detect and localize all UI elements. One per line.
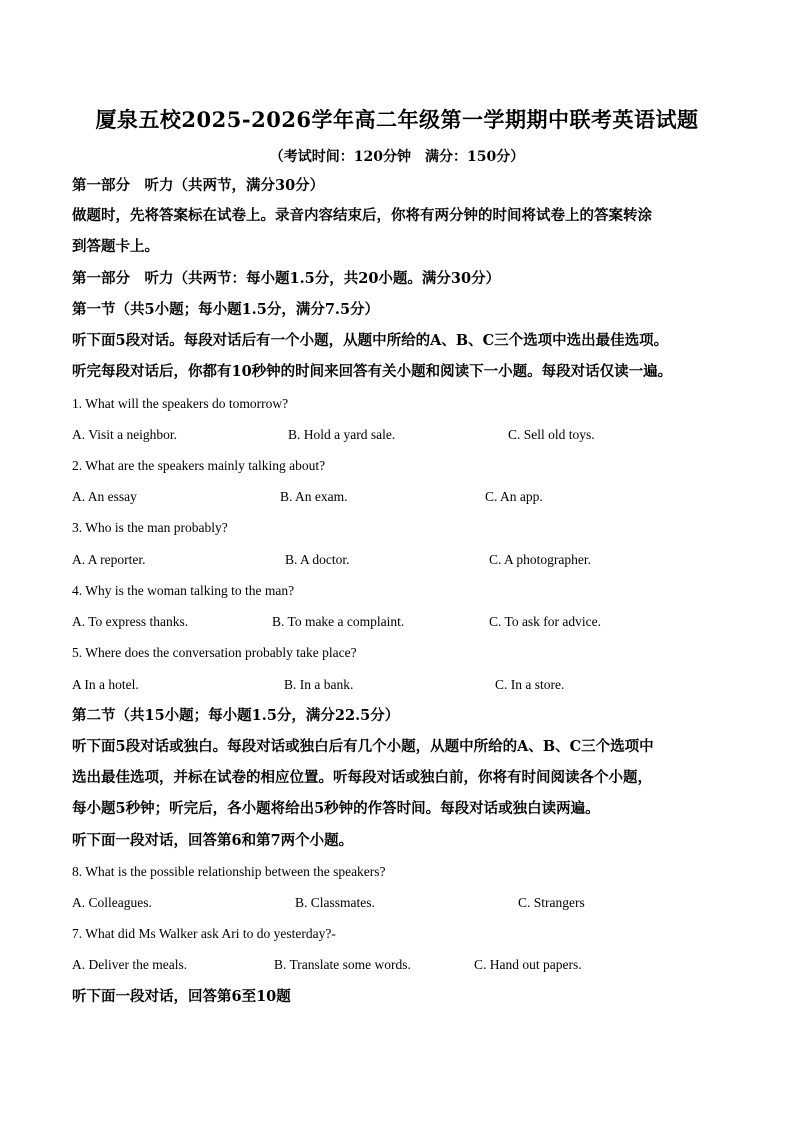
group1-heading: 听下面一段对话，回答第6和第7两个小题。 bbox=[72, 832, 354, 849]
option-c: C. In a store. bbox=[495, 677, 565, 692]
part1-heading2: 第一部分 听力（共两节：每小题1.5分，共20小题。满分30分） bbox=[72, 270, 501, 287]
question-stem: 3. Who is the man probably? bbox=[72, 520, 228, 535]
option-b: B. A doctor. bbox=[285, 552, 350, 567]
part1-instruction-line1: 做题时，先将答案标在试卷上。录音内容结束后，你将有两分钟的时间将试卷上的答案转涂 bbox=[72, 207, 652, 224]
option-c: C. A photographer. bbox=[489, 552, 591, 567]
option-c: C. An app. bbox=[485, 489, 543, 504]
option-c: C. Strangers bbox=[518, 895, 585, 910]
question-stem: 8. What is the possible relationship between the speakers? bbox=[72, 864, 386, 879]
part1-heading: 第一部分 听力（共两节，满分30分） bbox=[72, 177, 325, 194]
option-a: A. An essay bbox=[72, 489, 137, 504]
section2-instruction-line1: 听下面5段对话或独白。每段对话或独白后有几个小题，从题中所给的A、B、C三个选项中 bbox=[72, 738, 654, 755]
question-stem: 2. What are the speakers mainly talking about? bbox=[72, 458, 326, 473]
option-b: B. Classmates. bbox=[295, 895, 375, 910]
option-c: C. To ask for advice. bbox=[489, 614, 602, 629]
section2-heading: 第二节（共15小题；每小题1.5分，满分22.5分） bbox=[72, 707, 400, 724]
option-b: B. In a bank. bbox=[284, 677, 354, 692]
section2-instruction-line2: 选出最佳选项，并标在试卷的相应位置。听每段对话或独白前，你将有时间阅读各个小题， bbox=[72, 769, 652, 786]
section1-heading: 第一节（共5小题；每小题1.5分，满分7.5分） bbox=[72, 301, 380, 318]
section1-instruction-line1: 听下面5段对话。每段对话后有一个小题，从题中所给的A、B、C三个选项中选出最佳选项。 bbox=[72, 332, 669, 349]
option-c: C. Sell old toys. bbox=[508, 427, 595, 442]
section1-instruction-line2: 听完每段对话后，你都有10秒钟的时间来回答有关小题和阅读下一小题。每段对话仅读一遍。 bbox=[72, 363, 673, 380]
question-stem: 4. Why is the woman talking to the man? bbox=[72, 583, 295, 598]
exam-subtitle: （考试时间：120分钟 满分：150分） bbox=[269, 149, 525, 165]
option-b: B. Translate some words. bbox=[274, 957, 411, 972]
option-a: A In a hotel. bbox=[72, 677, 139, 692]
option-b: B. An exam. bbox=[280, 489, 348, 504]
question-stem: 7. What did Ms Walker ask Ari to do yesterday?- bbox=[72, 926, 336, 941]
question-stem: 5. Where does the conversation probably take place? bbox=[72, 645, 357, 660]
group2-heading: 听下面一段对话，回答第6至10题 bbox=[72, 988, 291, 1005]
option-a: A. A reporter. bbox=[72, 552, 146, 567]
section2-instruction-line3: 每小题5秒钟；听完后，各小题将给出5秒钟的作答时间。每段对话或独白读两遍。 bbox=[72, 800, 600, 817]
option-a: A. To express thanks. bbox=[72, 614, 189, 629]
option-c: C. Hand out papers. bbox=[474, 957, 582, 972]
option-a: A. Deliver the meals. bbox=[72, 957, 188, 972]
option-b: B. Hold a yard sale. bbox=[288, 427, 396, 442]
part1-instruction-line2: 到答题卡上。 bbox=[72, 238, 159, 255]
question-stem: 1. What will the speakers do tomorrow? bbox=[72, 396, 289, 411]
option-b: B. To make a complaint. bbox=[272, 614, 405, 629]
exam-title: 厦泉五校2025-2026学年高二年级第一学期期中联考英语试题 bbox=[95, 107, 699, 132]
option-a: A. Colleagues. bbox=[72, 895, 152, 910]
option-a: A. Visit a neighbor. bbox=[72, 427, 178, 442]
